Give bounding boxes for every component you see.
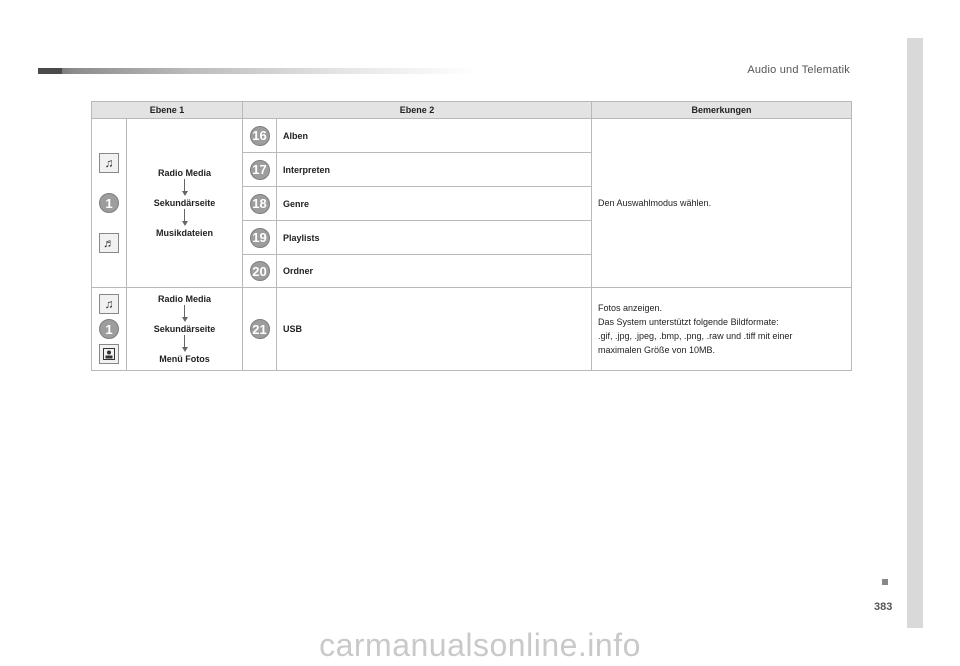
section-title: Audio und Telematik: [747, 64, 850, 76]
path-label-music-files: Musikdateien: [155, 228, 213, 238]
remark-line: maximalen Größe von 10MB.: [598, 345, 716, 355]
badge-18: 18: [250, 194, 270, 214]
menu-table: [91, 101, 852, 371]
level1-icons-cell: [92, 119, 127, 288]
level2-label-albums: Alben: [277, 119, 592, 153]
table-row: [92, 288, 852, 371]
music-note-icon: ♫: [99, 294, 119, 314]
column-header-remarks: Bemerkungen: [592, 102, 852, 119]
page-number: 383: [874, 601, 893, 613]
level1-path-cell: [127, 288, 243, 371]
remark-select-mode: Den Auswahlmodus wählen.: [592, 119, 852, 288]
level2-label-genre: Genre: [277, 187, 592, 221]
table-header-row: [92, 102, 852, 119]
level1-icons-cell: [92, 288, 127, 371]
path-label-secondary-page: Sekundärseite: [153, 324, 216, 334]
down-arrow-icon: [182, 335, 188, 353]
badge-20: 20: [250, 261, 270, 281]
badge-19: 19: [250, 228, 270, 248]
badge-16: 16: [250, 126, 270, 146]
level2-label-folders: Ordner: [277, 255, 592, 288]
photo-icon: [99, 344, 119, 364]
down-arrow-icon: [182, 305, 188, 323]
music-notes-icon: ♬: [99, 233, 119, 253]
remark-photos: [592, 288, 852, 371]
level2-label-playlists: Playlists: [277, 221, 592, 255]
path-label-radio-media: Radio Media: [157, 294, 211, 304]
path-label-photo-menu: Menü Fotos: [159, 354, 210, 364]
side-margin-strip: [907, 38, 923, 628]
down-arrow-icon: [182, 209, 188, 227]
remark-line: .gif, .jpg, .jpeg, .bmp, .png, .raw und .tiff mit einer: [598, 331, 793, 341]
down-arrow-icon: [182, 179, 188, 197]
table-row: [92, 119, 852, 153]
badge-17: 17: [250, 160, 270, 180]
path-label-radio-media: Radio Media: [157, 168, 211, 178]
level2-label-artists: Interpreten: [277, 153, 592, 187]
column-header-level1: Ebene 1: [92, 102, 243, 119]
path-label-secondary-page: Sekundärseite: [153, 198, 216, 208]
level2-label-usb: USB: [277, 288, 592, 371]
column-header-level2: Ebene 2: [243, 102, 592, 119]
music-note-icon: ♫: [99, 153, 119, 173]
level1-path-cell: [127, 119, 243, 288]
badge-21: 21: [250, 319, 270, 339]
header-decoration-bar: [38, 68, 478, 74]
remark-line: Das System unterstützt folgende Bildformate:: [598, 317, 779, 327]
level2-number-cell: [243, 119, 277, 153]
watermark: carmanualsonline.info: [319, 626, 641, 663]
step-number-badge: 1: [99, 319, 119, 339]
step-number-badge: 1: [99, 193, 119, 213]
page-marker: [882, 579, 888, 585]
remark-line: Fotos anzeigen.: [598, 303, 663, 313]
